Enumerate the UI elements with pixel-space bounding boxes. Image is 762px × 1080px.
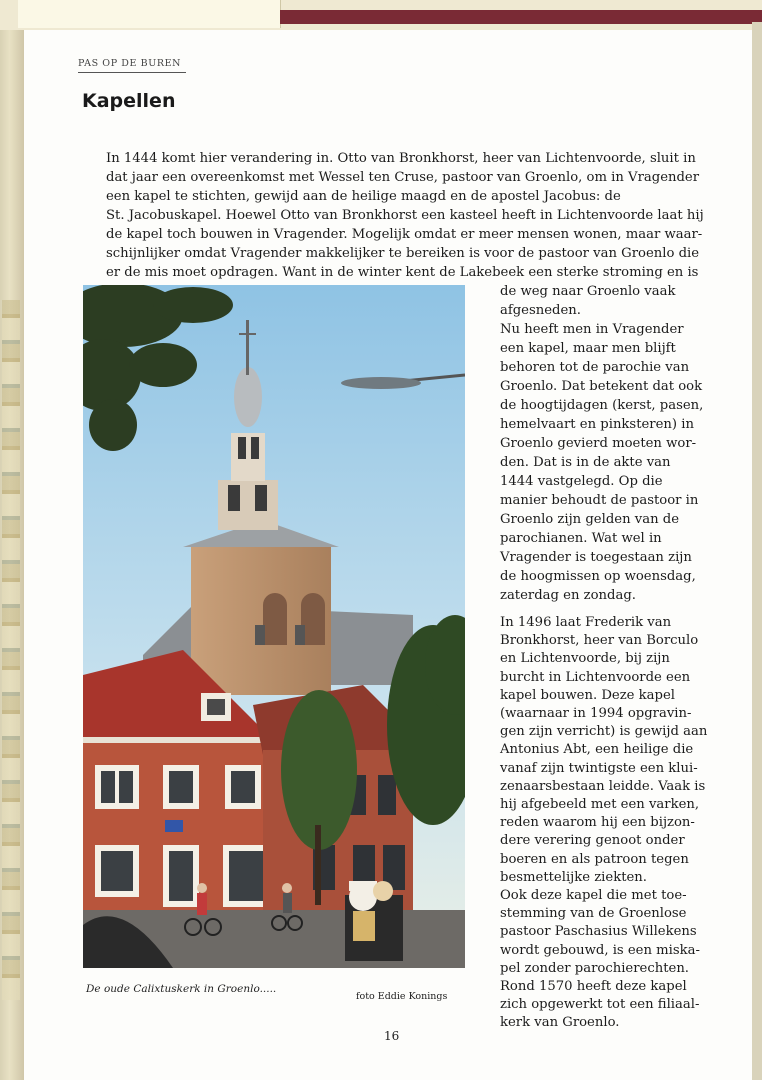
column-line: manier behoudt de pastoor in: [500, 493, 699, 508]
column-line: Vragender is toegestaan zijn: [500, 550, 692, 565]
column-line: 1444 vastgelegd. Op die: [500, 474, 663, 489]
column-line: zenaarsbestaan leidde. Vaak is: [500, 778, 706, 794]
body-line: de kapel toch bouwen in Vragender. Mogelijk omdat er meer mensen wonen, maar waar-: [106, 227, 703, 242]
body-line: er de mis moet opdragen. Want in de winter kent de Lakebeek een sterke stroming en is: [106, 265, 699, 280]
column-line: Bronkhorst, heer van Borculo: [500, 633, 699, 649]
column-line: Groenlo. Dat betekent dat ook: [500, 379, 703, 394]
column-line: pastoor Paschasius Willekens: [500, 924, 697, 940]
column-line: besmettelijke ziekten.: [500, 869, 647, 885]
column-line: In 1496 laat Frederik van: [500, 615, 672, 630]
column-line: Ook deze kapel die met toe-: [500, 888, 687, 903]
column-line: den. Dat is in de akte van: [500, 455, 671, 470]
column-line: hij afgebeeld met een varken,: [500, 797, 700, 812]
scan-paper-tab: [18, 0, 281, 28]
running-head-rule: [78, 72, 186, 73]
column-line: de hoogmissen op woensdag,: [500, 569, 696, 584]
column-line: burcht in Lichtenvoorde een: [500, 669, 691, 685]
column-line: de hoogtijdagen (kerst, pasen,: [500, 398, 704, 413]
column-line: vanaf zijn twintigste een klui-: [500, 760, 698, 776]
column-line: en Lichtenvoorde, bij zijn: [500, 651, 670, 667]
column-line: kapel bouwen. Deze kapel: [500, 687, 675, 703]
running-head: PAS OP DE BUREN: [78, 58, 182, 69]
column-line: boeren en als patroon tegen: [500, 851, 689, 867]
column-line: de weg naar Groenlo vaak: [500, 284, 676, 299]
body-line: In 1444 komt hier verandering in. Otto van Bronkhorst, heer van Lichtenvoorde, sluit in: [106, 151, 696, 166]
column-line: gen zijn verricht) is gewijd aan: [500, 724, 708, 740]
column-line: Antonius Abt, een heilige die: [500, 742, 694, 758]
photo-caption: De oude Calixtuskerk in Groenlo.....: [86, 983, 277, 995]
column-line: Groenlo gevierd moeten wor-: [500, 436, 697, 451]
section-title: Kapellen: [82, 90, 176, 112]
column-line: zaterdag en zondag.: [500, 588, 636, 603]
column-line: dere verering genoot onder: [500, 833, 685, 849]
column-line: afgesneden.: [500, 303, 581, 318]
column-line: wordt gebouwd, is een miska-: [500, 942, 700, 958]
column-line: behoren tot de parochie van: [500, 360, 690, 375]
column-line: parochianen. Wat wel in: [500, 531, 662, 546]
body-line: dat jaar een overeenkomst met Wessel ten Cruse, pastoor van Groenlo, om in Vragender: [106, 170, 700, 185]
book-cover-edge: [280, 10, 762, 24]
body-line: St. Jacobuskapel. Hoewel Otto van Bronkhorst een kasteel heeft in Lichtenvoorde laat hij: [106, 208, 704, 223]
body-line: een kapel te stichten, gewijd aan de heilige maagd en de apostel Jacobus: de: [106, 189, 621, 204]
column-line: Rond 1570 heeft deze kapel: [500, 979, 687, 994]
page-number: 16: [384, 1029, 400, 1043]
column-line: (waarnaar in 1994 opgravin-: [500, 706, 692, 721]
column-line: Groenlo zijn gelden van de: [500, 512, 680, 527]
church-photo: [83, 285, 465, 968]
column-line: hemelvaart en pinksteren) in: [500, 417, 694, 432]
column-line: reden waarom hij een bijzon-: [500, 815, 695, 831]
column-line: kerk van Groenlo.: [500, 1015, 620, 1031]
body-line: schijnlijker omdat Vragender makkelijker te bereiken is voor de pastoor van Groenlo die: [106, 246, 700, 261]
scan-background-right: [752, 22, 762, 1080]
column-line: pel zonder parochierechten.: [500, 960, 690, 976]
photo-credit: foto Eddie Konings: [356, 991, 448, 1002]
column-line: stemming van de Groenlose: [500, 906, 687, 922]
column-line: zich opgewerkt tot een filiaal-: [500, 997, 700, 1013]
column-line: een kapel, maar men blijft: [500, 341, 676, 356]
column-line: Nu heeft men in Vragender: [500, 322, 684, 337]
adjacent-page-illustration: [2, 300, 20, 1000]
